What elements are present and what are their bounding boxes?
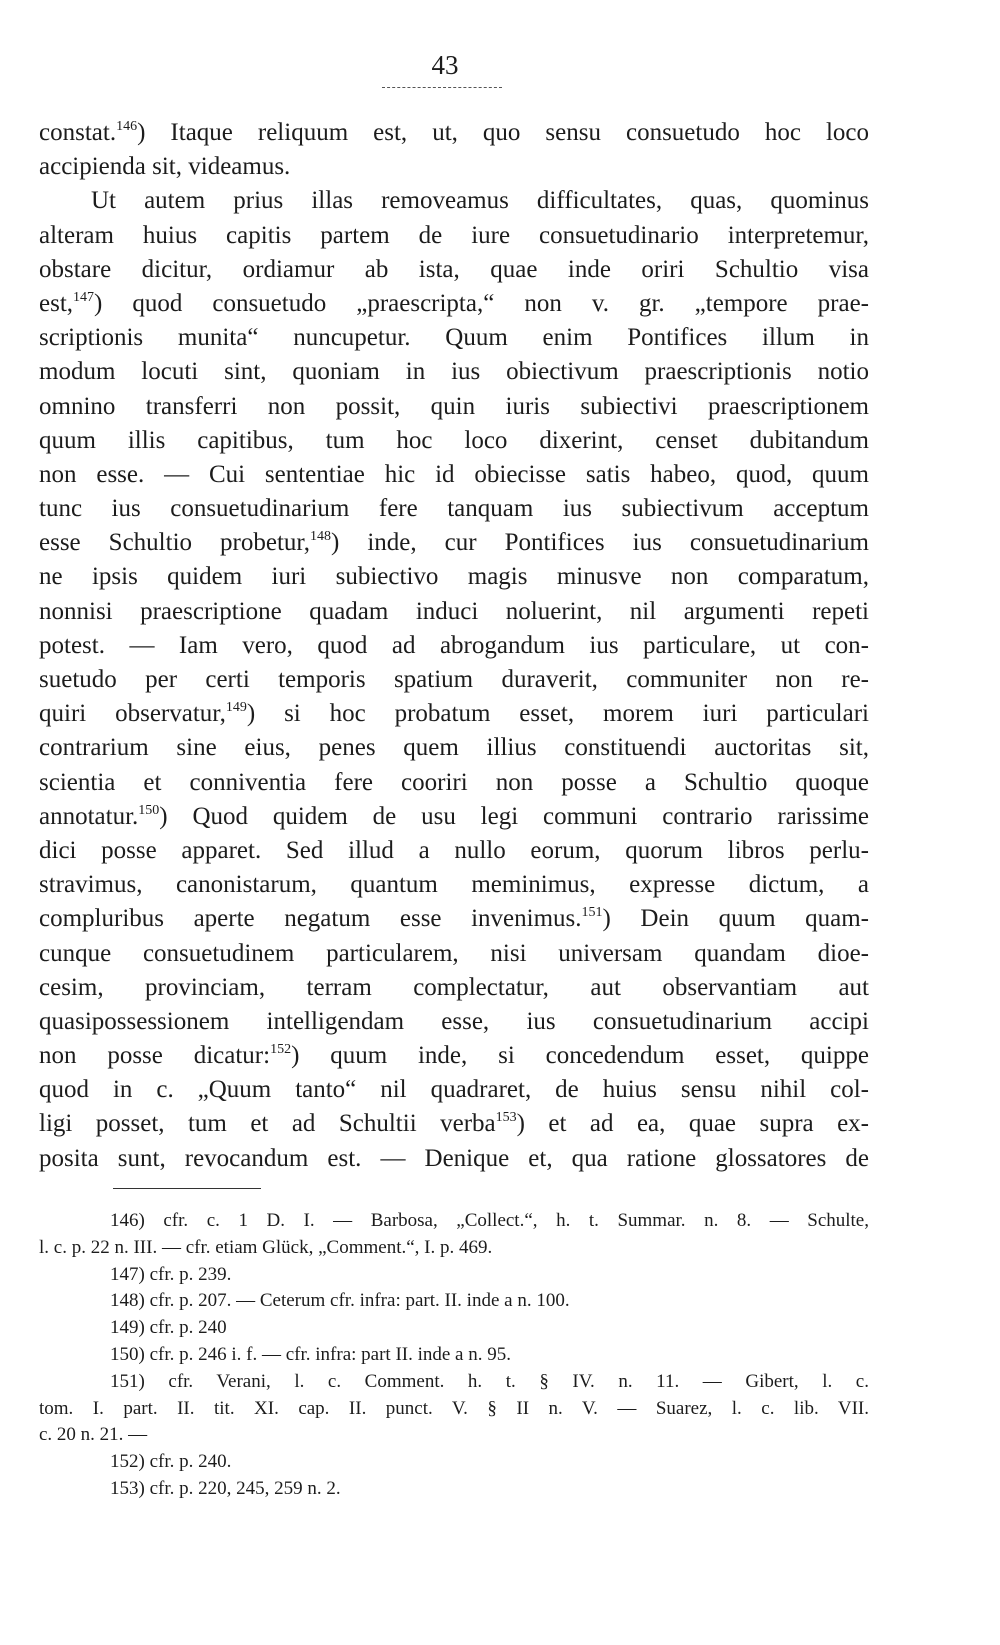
page-number: 43 — [431, 50, 459, 80]
footnote-line: 152) cfr. p. 240. — [110, 1451, 232, 1473]
body-line: potest. — Iam vero, quod ad abrogandum ius particulare, ut con- — [39, 631, 869, 659]
body-line: modum locuti sint, quoniam in ius obiectivum praescriptionis notio — [39, 358, 869, 386]
header-rule — [382, 87, 502, 88]
footnote-line: tom. I. part. II. tit. XI. cap. II. punct. V. § II n. V. — Suarez, l. c. lib. VII. — [39, 1397, 869, 1419]
footnote-line: 146) cfr. c. 1 D. I. — Barbosa, „Collect.“, h. t. Summar. n. 8. — Schulte, — [110, 1210, 869, 1231]
body-line: contrarium sine eius, penes quem illius constituendi auctoritas sit, — [39, 734, 869, 762]
body-line: obstare dicitur, ordiamur ab ista, quae inde oriri Schultio visa — [39, 255, 869, 283]
body-line: non esse. — Cui sententiae hic id obiecisse satis habeo, quod, quum — [39, 460, 869, 488]
footnote-line: 147) cfr. p. 239. — [110, 1263, 232, 1285]
body-line: nonnisi praescriptione quadam induci noluerint, nil argumenti repeti — [39, 597, 869, 625]
body-line: annotatur.$^{150}$) Quod quidem de usu legi communi contrario rarissime — [39, 802, 869, 830]
body-line: quasipossessionem intelligendam esse, ius consuetudinarium accipi — [39, 1007, 869, 1035]
footnote-line: 148) cfr. p. 207. — Ceterum cfr. infra: part. II. inde a n. 100. — [110, 1290, 570, 1312]
body-line: quod in c. „Quum tanto“ nil quadraret, de huius sensu nihil col- — [39, 1076, 869, 1104]
footnote-line: c. 20 n. 21. — — [39, 1424, 148, 1446]
body-text — [39, 116, 869, 1176]
footnote-rule — [113, 1188, 261, 1189]
body-line: stravimus, canonistarum, quantum meminimus, expresse dictum, a — [39, 871, 869, 899]
body-line: scientia et conniventia fere cooriri non posse a Schultio quoque — [39, 768, 869, 796]
footnotes — [39, 1208, 869, 1503]
body-line: tunc ius consuetudinarium fere tanquam ius subiectivum acceptum — [39, 495, 869, 523]
body-line: cunque consuetudinem particularem, nisi universam quandam dioe- — [39, 939, 869, 967]
body-line: suetudo per certi temporis spatium duraverit, communiter non re- — [39, 666, 869, 693]
body-line: quiri observatur,$^{149}$) si hoc probatum esset, morem iuri particulari — [39, 700, 869, 728]
body-line: cesim, provinciam, terram complectatur, aut observantiam aut — [39, 973, 869, 1001]
body-line: quum illis capitibus, tum hoc loco dixerint, censet dubitandum — [39, 426, 869, 454]
body-line: non posse dicatur:$^{152}$) quum inde, si concedendum esset, quippe — [39, 1042, 869, 1070]
body-line: ligi posset, tum et ad Schultii verba$^{153}$) et ad ea, quae supra ex- — [39, 1110, 869, 1138]
body-line: accipienda sit, videamus. — [39, 153, 291, 181]
body-line: constat.$^{146}$) Itaque reliquum est, ut, quo sensu consuetudo hoc loco — [39, 119, 869, 146]
footnote-line: 149) cfr. p. 240 — [110, 1317, 227, 1339]
body-line: esse Schultio probetur,$^{148}$) inde, cur Pontifices ius consuetudinarium — [39, 529, 869, 557]
body-line: alteram huius capitis partem de iure consuetudinario interpretemur, — [39, 221, 869, 249]
footnote-line: 153) cfr. p. 220, 245, 259 n. 2. — [110, 1477, 341, 1499]
footnote-line: 150) cfr. p. 246 i. f. — cfr. infra: part II. inde a n. 95. — [110, 1343, 511, 1365]
body-line: ne ipsis quidem iuri subiectivo magis minusve non comparatum, — [39, 563, 869, 591]
body-line: est,$^{147}$) quod consuetudo „praescripta,“ non v. gr. „tempore prae- — [39, 289, 869, 317]
body-line: scriptionis munita“ nuncupetur. Quum enim Pontifices illum in — [39, 324, 869, 352]
body-line: posita sunt, revocandum est. — Denique et, qua ratione glossatores de — [39, 1144, 869, 1172]
footnote-line: 151) cfr. Verani, l. c. Comment. h. t. § IV. n. 11. — Gibert, l. c. — [110, 1370, 869, 1392]
body-line: dici posse apparet. Sed illud a nullo eorum, quorum libros perlu- — [39, 836, 869, 864]
body-line: Ut autem prius illas removeamus difficultates, quas, quominus — [91, 187, 869, 215]
body-line: omnino transferri non possit, quin iuris subiectivi praescriptionem — [39, 392, 869, 420]
body-line: compluribus aperte negatum esse invenimus.$^{151}$) Dein quum quam- — [39, 905, 869, 933]
footnote-line: l. c. p. 22 n. III. — cfr. etiam Glück, „Comment.“, I. p. 469. — [39, 1236, 493, 1258]
